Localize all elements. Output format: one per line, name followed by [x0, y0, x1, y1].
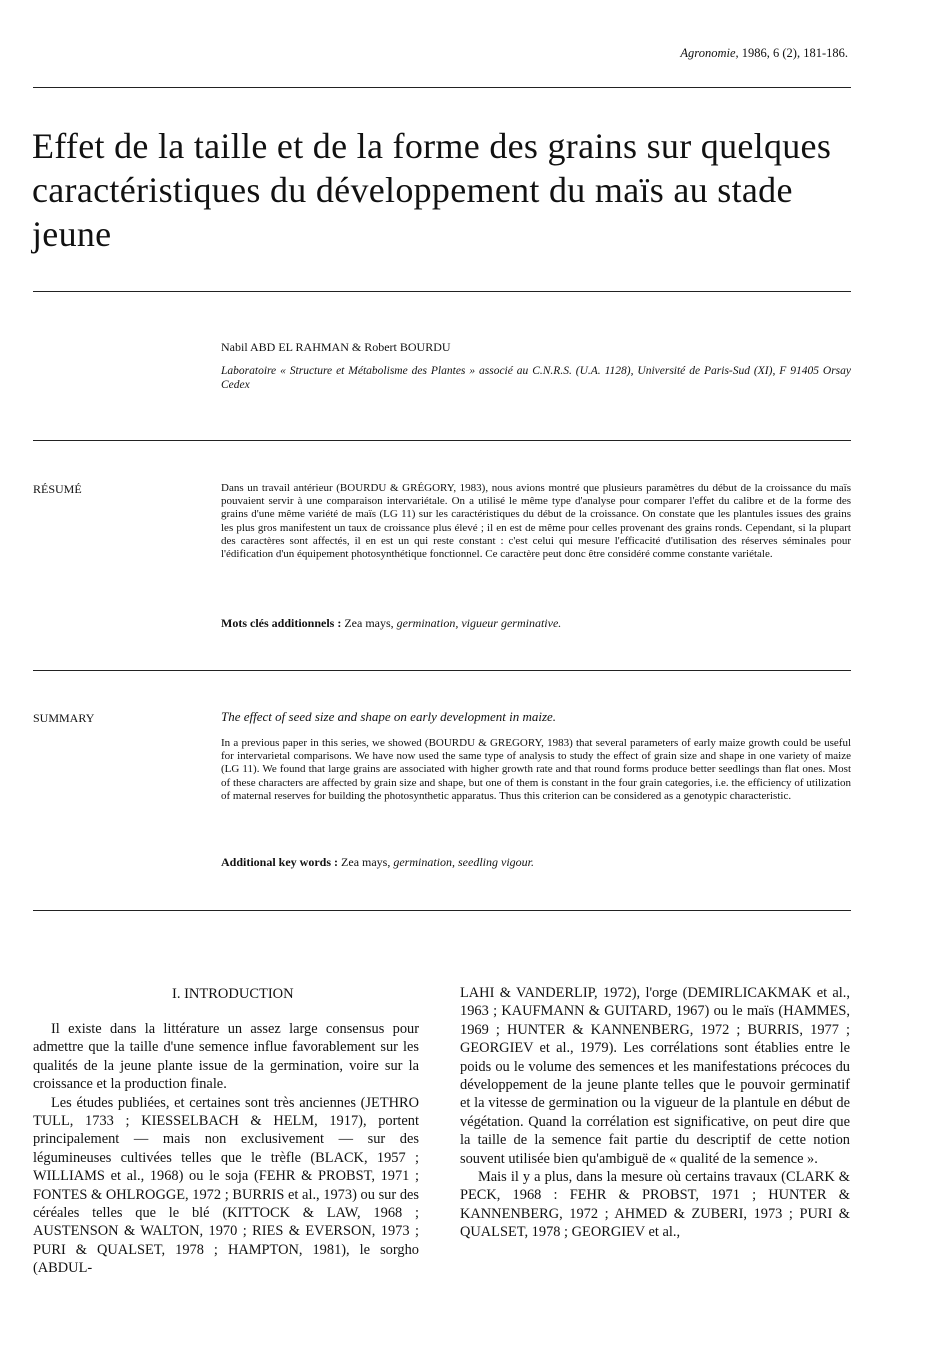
summary-rule: [33, 910, 851, 911]
summary-title: The effect of seed size and shape on early development in maize.: [221, 709, 557, 724]
summary-keywords-label: Additional key words :: [221, 855, 339, 869]
resume-keywords-italic: germination, vigueur germinative.: [396, 616, 562, 630]
intro-paragraph: Les études publiées, et certaines sont très anciennes (JETHRO TULL, 1733 ; KIESSELBACH & HELM, 1917), portent principalement — mais non exclusivement — sur des légumineuses cultivées telles que le trèfle (BLACK, 1957 ; WILLIAMS et al., 1968) ou le soja (FEHR & PROBST, 1971 ; FONTES & OHLROGGE, 1972 ; BURRIS et al., 1973) ou sur des céréales telles que le blé (KITTOCK & LAW, 1968 ; AUSTENSON & WALTON, 1970 ; RIES & EVERSON, 1973 ; PURI & QUALSET, 1978 ; HAMPTON, 1981), le sorgho (ABDUL-: [33, 1094, 419, 1277]
resume-keywords-plain: Zea mays,: [341, 616, 397, 630]
title-rule: [33, 291, 851, 292]
resume-keywords-label: Mots clés additionnels :: [221, 616, 342, 630]
summary-label: SUMMARY: [33, 711, 95, 725]
intro-left-column: [33, 1020, 419, 1278]
summary-keywords-plain: Zea mays,: [338, 855, 394, 869]
resume-keywords: [221, 616, 851, 631]
journal-name: Agronomie,: [680, 46, 739, 60]
resume-rule: [33, 670, 851, 671]
journal-citation: 1986, 6 (2), 181-186.: [738, 46, 848, 60]
journal-reference: [680, 46, 848, 61]
resume-text: Dans un travail antérieur (BOURDU & GRÉGORY, 1983), nous avions montré que plusieurs paramètres du début de la croissance du maïs pouvaient servir à une comparaison intervariétale. On a utilisé le même type d'analyse pour comparer l'effet du calibre et de la forme des grains d'une même variété de maïs (LG 11) sur les caractéristiques du début de la croissance. On constate que les plantules issues des grains les plus gros manifestent un taux de croissance plus élevé ; il en est de même pour celles provenant des grains ronds. Cependant, si la plupart des caractères sont affectés, il en est un qui reste constant : c'est celui qui mesure l'efficacité d'utilisation des réserves séminales pour l'édification d'un équipement photosynthétique fonctionnel. Ce caractère peut donc être considéré comme constante variétale.: [221, 482, 851, 561]
authors: Nabil ABD EL RAHMAN & Robert BOURDU: [221, 340, 451, 354]
top-rule: [33, 87, 851, 88]
intro-paragraph: Il existe dans la littérature un assez large consensus pour admettre que la taille d'une semence influe favorablement sur les qualités de la jeune plante issue de la germination, voire sur la croissance et la production finale.: [33, 1021, 419, 1093]
summary-keywords-italic: germination, seedling vigour.: [393, 855, 534, 869]
affiliation: Laboratoire « Structure et Métabolisme des Plantes » associé au C.N.R.S. (U.A. 1128), Université de Paris-Sud (XI), F 91405 Orsay Cedex: [221, 365, 851, 391]
intro-paragraph: LAHI & VANDERLIP, 1972), l'orge (DEMIRLICAKMAK et al., 1963 ; KAUFMANN & GUITARD, 1967) ou le maïs (HAMMES, 1969 ; HUNTER & KANNENBERG, 1972 ; BURRIS, 1977 ; GEORGIEV et al., 1979). Les corrélations sont établies entre le poids ou le volume des semences et les manifestations précoces du développement de la jeune plante telles que le pouvoir germinatif et la vitesse de germination ou la vigueur de la plantule en début de végétation. Quand la corrélation est significative, on peut dire que la taille de la semence fait partie du descriptif de cette notion souvent utilisée bien qu'ambiguë de « qualité de la semence ».: [460, 985, 850, 1167]
summary-text: In a previous paper in this series, we showed (BOURDU & GREGORY, 1983) that several parameters of early maize growth could be useful for intervarietal comparisons. We have now used the same type of analysis to study the effect of grain size and shape in one variety of maize (LG 11). We found that large grains are associated with higher growth rate and that round forms produce better seedlings than flat ones. Most of these characters are affected by grain size and shape, but one of them is constant in the four grain categories, i.e. the efficiency of utilization of maternal reserves for building the photosynthetic apparatus. Thus this criterion can be considered as a genotypic characteristic.: [221, 737, 851, 802]
intro-paragraph: Mais il y a plus, dans la mesure où certains travaux (CLARK & PECK, 1968 : FEHR & PROBST, 1971 ; HUNTER & KANNENBERG, 1972 ; AHMED & ZUBERI, 1973 ; PURI & QUALSET, 1978 ; GEORGIEV et al.,: [460, 1169, 850, 1241]
intro-right-column: [460, 984, 850, 1242]
paper-title: Effet de la taille et de la forme des grains sur quelques caractéristiques du développement du maïs au stade jeune: [32, 126, 832, 254]
resume-label: RÉSUMÉ: [33, 482, 82, 496]
affiliation-rule: [33, 440, 851, 441]
section-heading: I. INTRODUCTION: [172, 986, 294, 1002]
summary-keywords: [221, 855, 851, 870]
